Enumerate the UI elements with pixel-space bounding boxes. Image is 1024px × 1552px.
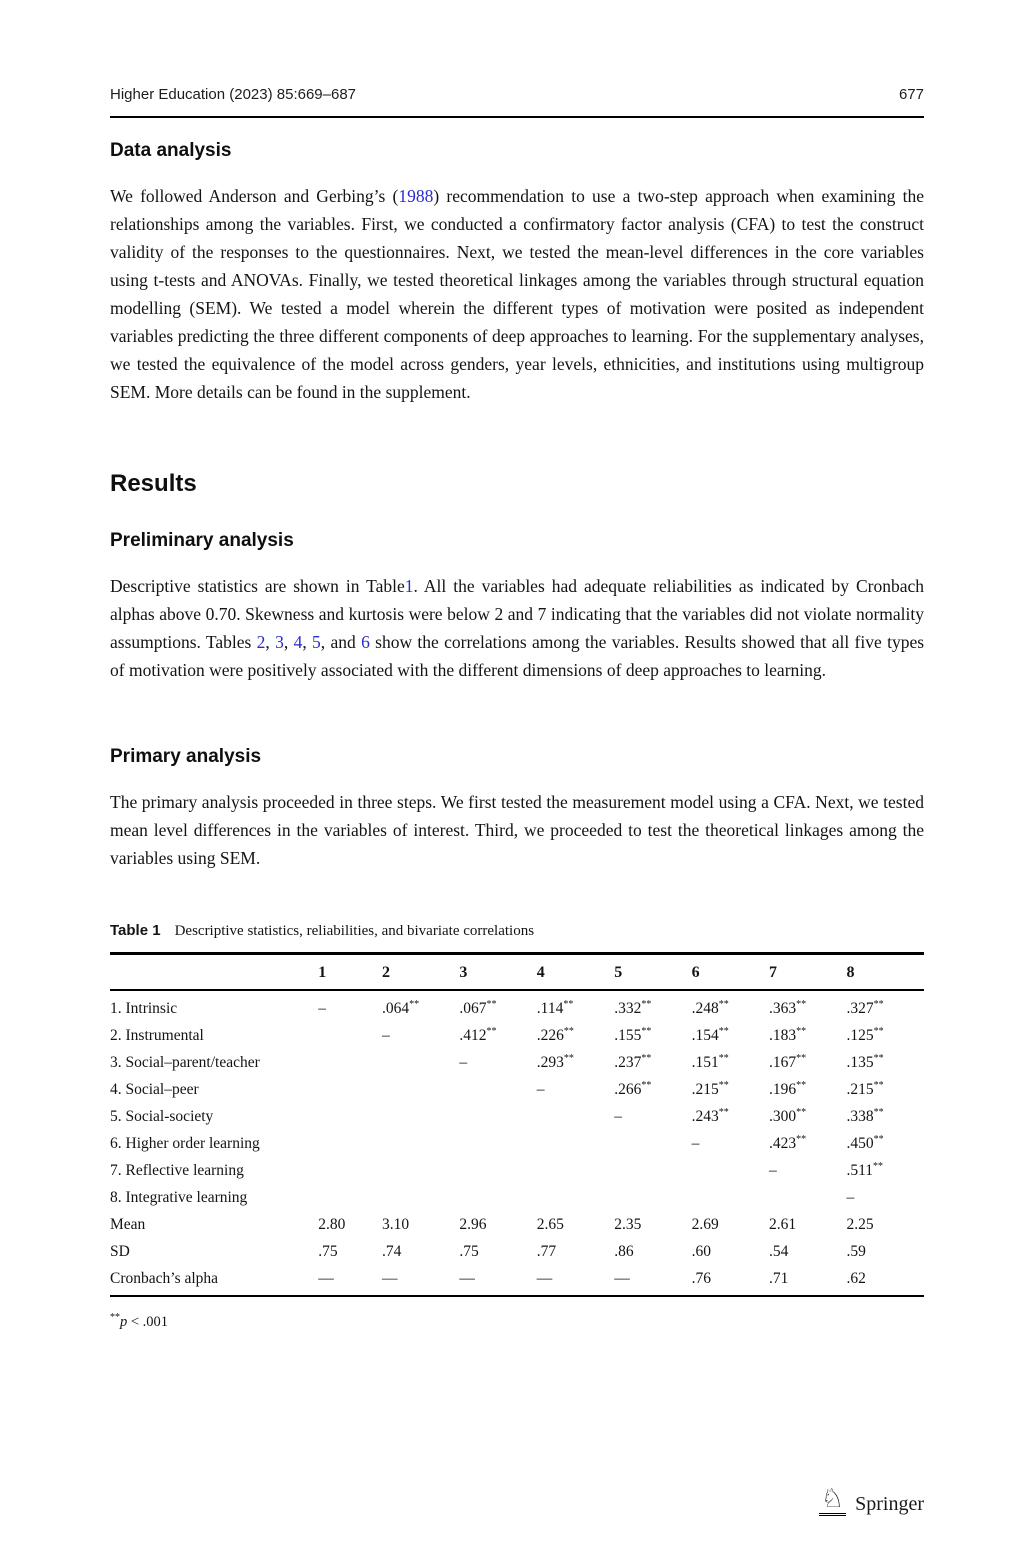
table-link-1[interactable]: 1 <box>404 576 414 596</box>
table-cell: 2.61 <box>769 1216 797 1233</box>
paragraph-text: , <box>265 632 276 652</box>
table-caption-text: Descriptive statistics, reliabilities, and bivariate correlations <box>174 923 535 939</box>
paragraph-text: . All the variables had adequate reliabilities as indicated by Cronbach alphas above 0.70. Skewness and kurtosis were below 2 and 7 indicating that the variables did not violate normality assumptions. Tables <box>110 576 924 652</box>
table-row <box>110 1160 924 1187</box>
table-cell: .75 <box>459 1243 479 1260</box>
row-label: 4. Social–peer <box>110 1081 199 1098</box>
table-cell <box>537 1133 614 1160</box>
table-cell: 2.80 <box>318 1216 346 1233</box>
table-row <box>110 1106 924 1133</box>
table-cell: .135** <box>846 1052 884 1071</box>
table-row <box>110 1214 924 1241</box>
table-cell: .363** <box>769 998 807 1017</box>
section-heading-results: Results <box>110 470 197 497</box>
table-cell <box>382 1160 459 1187</box>
table-cell <box>614 1160 691 1187</box>
table-cell: .155** <box>614 1025 652 1044</box>
table-cell <box>382 1052 459 1079</box>
table-header-col: 2 <box>382 954 459 991</box>
table-link-5[interactable]: 5 <box>312 632 321 652</box>
table-cell <box>614 1133 691 1160</box>
table-cell: – <box>536 1081 545 1098</box>
table-cell <box>692 1160 769 1187</box>
table-cell: .183** <box>769 1025 807 1044</box>
table-cell <box>537 1187 614 1214</box>
table-cell: .266** <box>614 1079 652 1098</box>
table-link-6[interactable]: 6 <box>361 632 370 652</box>
table-cell: .154** <box>691 1025 729 1044</box>
table-cell: .243** <box>691 1106 729 1125</box>
page-number: 677 <box>898 86 924 103</box>
row-label: 7. Reflective learning <box>110 1162 244 1179</box>
table-header-col: 4 <box>537 954 614 991</box>
table-cell: 2.35 <box>614 1216 642 1233</box>
table-cell <box>318 1052 382 1079</box>
table-cell <box>382 1079 459 1106</box>
table-cell <box>318 1106 382 1133</box>
table-header-row <box>110 954 924 991</box>
table-cell: 2.25 <box>846 1216 874 1233</box>
table-header-col: 8 <box>846 954 924 991</box>
table-cell: — <box>381 1270 398 1287</box>
section-heading-preliminary-analysis: Preliminary analysis <box>110 530 294 551</box>
table-cell <box>459 1187 536 1214</box>
table-cell: .86 <box>614 1243 634 1260</box>
table-cell: .196** <box>769 1079 807 1098</box>
table-cell: 2.69 <box>691 1216 719 1233</box>
table-cell: .215** <box>691 1079 729 1098</box>
table-cell <box>459 1133 536 1160</box>
table-cell <box>614 1187 691 1214</box>
table-cell: .151** <box>691 1052 729 1071</box>
paragraph-text: Descriptive statistics are shown in Table <box>110 576 405 596</box>
table-cell: .226** <box>536 1025 574 1044</box>
citation-link-1988[interactable]: 1988 <box>398 186 434 206</box>
table-row <box>110 1268 924 1296</box>
table-cell <box>459 1160 536 1187</box>
footnote-stars: ** <box>110 1311 120 1323</box>
table-link-4[interactable]: 4 <box>293 632 303 652</box>
row-label: Cronbach’s alpha <box>110 1270 219 1287</box>
publisher-wordmark: Springer <box>855 1493 924 1515</box>
table-cell: .248** <box>691 998 729 1017</box>
table-cell: – <box>459 1054 468 1071</box>
row-label: Mean <box>110 1216 146 1233</box>
table-cell: .215** <box>846 1079 884 1098</box>
row-label: 8. Integrative learning <box>110 1189 248 1206</box>
section-heading-primary-analysis: Primary analysis <box>110 746 262 767</box>
table-row <box>110 1052 924 1079</box>
table-cell <box>382 1187 459 1214</box>
table-row <box>110 1133 924 1160</box>
table-cell: .423** <box>769 1133 807 1152</box>
table-cell: .74 <box>381 1243 402 1260</box>
table-cell: – <box>614 1108 622 1125</box>
table-caption-label: Table 1 <box>110 922 161 939</box>
table-cell: .75 <box>318 1243 338 1260</box>
table-header-col: 5 <box>614 954 691 991</box>
table-cell: .064** <box>381 998 420 1017</box>
journal-reference: Higher Education (2023) 85:669–687 <box>110 86 357 103</box>
table-cell: – <box>846 1189 855 1206</box>
table-cell: .62 <box>846 1270 866 1287</box>
table-cell <box>537 1160 614 1187</box>
table-header-col: 1 <box>318 954 382 991</box>
row-label: 2. Instrumental <box>110 1027 204 1044</box>
table-cell: – <box>318 1000 327 1017</box>
table-cell: .237** <box>614 1052 652 1071</box>
paragraph-text: show the correlations among the variables. Results showed that all five types of motivation were positively associated with the different dimensions of deep approaches to learning. <box>110 632 925 680</box>
table-cell: .327** <box>846 998 884 1017</box>
table-cell: — <box>536 1270 553 1287</box>
table-cell <box>318 1160 382 1187</box>
primary-analysis-paragraph: The primary analysis proceeded in three steps. We first tested the measurement model using a CFA. Next, we tested mean level differences in the variables of interest. Third, we proceeded to test the theoretical linkages among the variables using SEM. <box>110 792 924 868</box>
table-header-col: 3 <box>459 954 536 991</box>
data-analysis-paragraph <box>110 182 924 406</box>
paragraph-text: , and <box>320 632 362 652</box>
row-label: 3. Social–parent/teacher <box>110 1054 260 1071</box>
table-cell: .60 <box>691 1243 711 1260</box>
row-label: 6. Higher order learning <box>110 1135 260 1152</box>
table-cell: .114** <box>536 998 574 1017</box>
table-body <box>110 990 924 1296</box>
table-cell <box>318 1133 382 1160</box>
table-cell: .293** <box>536 1052 574 1071</box>
table-cell: — <box>614 1270 630 1287</box>
table-header-col: 6 <box>692 954 769 991</box>
table-link-3[interactable]: 3 <box>275 632 284 652</box>
footnote-text: < .001 <box>127 1313 169 1330</box>
table-cell: .412** <box>459 1025 497 1044</box>
table-row <box>110 990 924 1025</box>
table-cell <box>537 1106 614 1133</box>
table-cell: 2.65 <box>536 1216 564 1233</box>
row-label: 5. Social-society <box>110 1108 214 1125</box>
paragraph-text: We followed Anderson and Gerbing’s ( <box>110 186 399 206</box>
table-cell: .338** <box>846 1106 884 1125</box>
table-caption <box>110 922 924 940</box>
table-cell <box>382 1133 459 1160</box>
table-cell: .300** <box>769 1106 807 1125</box>
table-cell <box>459 1079 536 1106</box>
section-heading-data-analysis: Data analysis <box>110 140 232 161</box>
table-cell <box>692 1187 769 1214</box>
table-header-col: 7 <box>769 954 846 991</box>
table-cell: .59 <box>846 1243 866 1260</box>
table-cell: .77 <box>536 1243 557 1260</box>
table-row <box>110 1241 924 1268</box>
publisher-logo <box>819 1486 924 1516</box>
table-cell: .511** <box>846 1160 884 1179</box>
table-header-blank <box>110 954 318 991</box>
table-cell: .167** <box>769 1052 807 1071</box>
row-label: 1. Intrinsic <box>110 1000 178 1017</box>
table-cell: – <box>381 1027 390 1044</box>
row-label: SD <box>110 1243 130 1260</box>
table-cell: .450** <box>846 1133 884 1152</box>
table-cell: – <box>769 1162 777 1179</box>
table-cell: .332** <box>614 998 652 1017</box>
table-cell <box>318 1025 382 1052</box>
table-cell: 2.96 <box>459 1216 487 1233</box>
running-header <box>110 86 924 118</box>
table-cell <box>769 1187 846 1214</box>
paragraph-text: , <box>283 632 294 652</box>
table-link-2[interactable]: 2 <box>256 632 266 652</box>
table-cell: .067** <box>459 998 497 1017</box>
table-cell: 3.10 <box>381 1216 410 1233</box>
knight-chess-icon: ♘ <box>819 1486 846 1516</box>
table-row <box>110 1079 924 1106</box>
table-cell <box>382 1106 459 1133</box>
table-cell: – <box>691 1135 700 1152</box>
table-cell: .125** <box>846 1025 884 1044</box>
table-cell: — <box>318 1270 334 1287</box>
table-row <box>110 1025 924 1052</box>
table-cell <box>318 1187 382 1214</box>
table-cell: — <box>459 1270 475 1287</box>
paragraph-text: ) recommendation to use a two-step approach when examining the relationships among the variables. First, we conducted a confirmatory factor analysis (CFA) to test the construct validity of the responses to the questionnaires. Next, we tested the mean-level differences in the core variables using t-tests and ANOVAs. Finally, we tested theoretical linkages among the variables through structural equation modelling (SEM). We tested a model wherein the different types of motivation were posited as independent variables predicting the three different components of deep approaches to learning. For the supplementary analyses, we tested the equivalence of the model across genders, year levels, ethnicities, and institutions using multigroup SEM. More details can be found in the supplement. <box>110 186 925 402</box>
table-cell: .71 <box>769 1270 789 1287</box>
descriptive-statistics-table <box>110 952 924 1297</box>
table-row <box>110 1187 924 1214</box>
table-cell: .76 <box>691 1270 711 1287</box>
table-footnote <box>110 1312 924 1331</box>
table-cell: .54 <box>769 1243 789 1260</box>
table-cell <box>459 1106 536 1133</box>
preliminary-analysis-paragraph <box>110 572 924 684</box>
table-cell <box>318 1079 382 1106</box>
paragraph-text: , <box>302 632 313 652</box>
footnote-p: p <box>120 1313 128 1330</box>
